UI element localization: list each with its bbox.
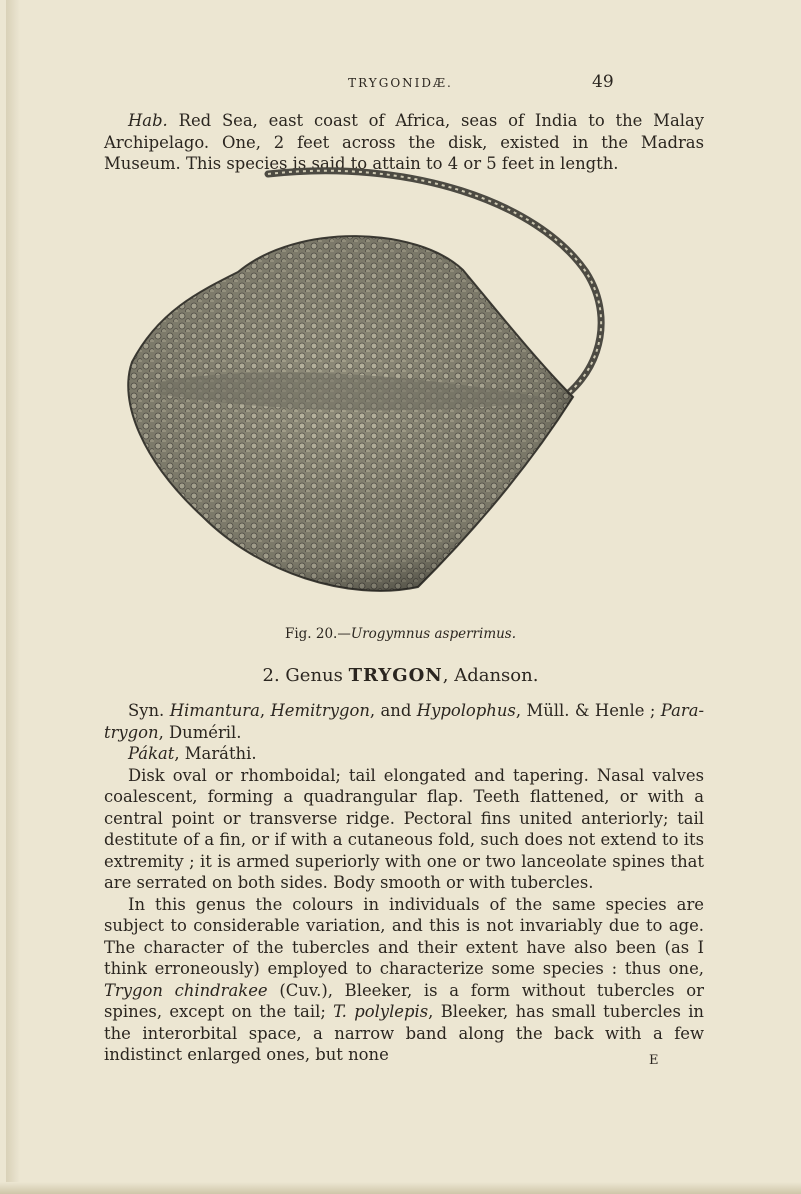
genus-body (104, 700, 704, 1066)
species-chindrakee: Trygon chindrakee (104, 980, 268, 1000)
page-number: 49 (592, 72, 614, 92)
syn-hemitrygon: Hemitrygon (270, 701, 370, 720)
stingray-illustration (118, 162, 678, 622)
variation-paragraph: In this genus the colours in individuals of the same species are subject to considerable variation, and this is not invariably due to age. The character of the tubercles and their extent have also been (as I think erroneously) employed to characterize some species : thus one, Trygon chindrakee (Cuv.), Bleeker, is a form without tubercles or spines, except on the tail; T. polylepis, Bleeker, has small tubercles in the interorbital space, a narrow band along the back with a few indistinct enlarged ones, but none (104, 894, 705, 1064)
running-head: TRYGONIDÆ. (348, 76, 453, 90)
figure-caption (0, 626, 801, 642)
synonymy-paragraph: Syn. Himantura, Hemitrygon, and Hypolophus, Müll. & Henle ; Para-trygon, Duméril. (104, 701, 705, 742)
signature-mark: E (649, 1053, 659, 1068)
genus-name: TRYGON (348, 665, 443, 686)
genus-number: 2. Genus (262, 665, 349, 686)
syn-authority-1: , Müll. & Henle ; (515, 701, 661, 720)
figure-label: Fig. 20.— (284, 626, 351, 642)
page-bottom-edge (0, 1182, 801, 1194)
vernacular-language: , Maráthi. (174, 744, 257, 763)
vernacular-paragraph (104, 743, 704, 765)
habitat-label: Hab. (128, 111, 168, 130)
genus-authority: , Adanson. (442, 665, 539, 686)
vernacular-name: Pákat (128, 744, 175, 763)
habitat-text: Red Sea, east coast of Africa, seas of India to the Malay Archipelago. One, 2 feet across the disk, existed in the Madras Museum. This species is said to attain to 4 or 5 feet in length. (104, 111, 704, 173)
urogymnus-figure (118, 162, 678, 622)
figure-species: Urogymnus asperrimus. (350, 626, 517, 642)
description-paragraph: Disk oval or rhomboidal; tail elongated and tapering. Nasal valves coalescent, forming a quadrangular flap. Teeth flattened, or with a central point or transverse ridge. Pectoral fins united anteriorly; tail destitute of a fin, or if with a cutaneous fold, such does not extend to its extremity ; it is armed superiorly with one or two lanceolate spines that are serrated on both sides. Body smooth or with tubercles. (104, 765, 704, 892)
genus-heading (0, 665, 801, 686)
syn-label: Syn. (128, 701, 165, 720)
syn-authority-2: , Duméril. (158, 722, 242, 742)
species-polylepis: T. polylepis (333, 1002, 429, 1021)
syn-hypolophus: Hypolophus (416, 701, 516, 720)
syn-himantura: Himantura (169, 701, 260, 720)
syn-paratrygon: Para-trygon (104, 701, 705, 742)
disk-shading (128, 236, 573, 591)
page-binding-shadow (6, 0, 20, 1194)
